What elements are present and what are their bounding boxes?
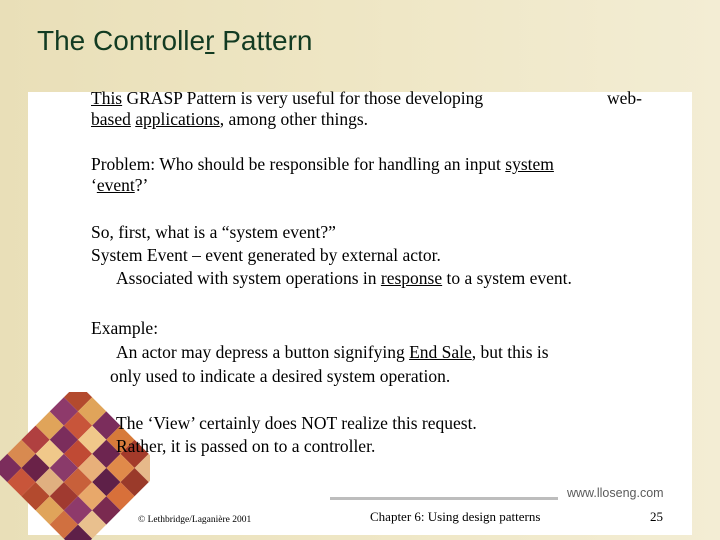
system-event-definition: System Event – event generated by external actor. — [91, 245, 441, 265]
example-line-1: An actor may depress a button signifying End Sale, but this is — [116, 342, 549, 362]
problem-line-1: Problem: Who should be responsible for handling an input system — [91, 154, 554, 174]
page-number: 25 — [650, 509, 663, 524]
view-line-1: The ‘View’ certainly does NOT realize this request. — [116, 413, 477, 433]
chapter-label: Chapter 6: Using design patterns — [370, 509, 541, 524]
example-heading: Example: — [91, 318, 159, 338]
intro-line-1: This GRASP Pattern is very useful for those developing — [91, 88, 484, 108]
intro-line-2: based applications, among other things. — [91, 109, 369, 129]
system-event-question: So, first, what is a “system event?” — [91, 222, 336, 242]
intro-line-1-end: web- — [607, 88, 642, 108]
footer-divider — [330, 497, 558, 500]
example-line-2: only used to indicate a desired system operation. — [110, 366, 451, 386]
view-line-2: Rather, it is passed on to a controller. — [116, 436, 376, 456]
site-url: www.lloseng.com — [567, 486, 664, 500]
copyright-text: © Lethbridge/Laganière 2001 — [138, 515, 252, 525]
system-event-association: Associated with system operations in response to a system event. — [116, 268, 572, 288]
problem-line-2: ‘event?’ — [91, 175, 149, 195]
slide-title: The Controller Pattern — [37, 25, 313, 56]
